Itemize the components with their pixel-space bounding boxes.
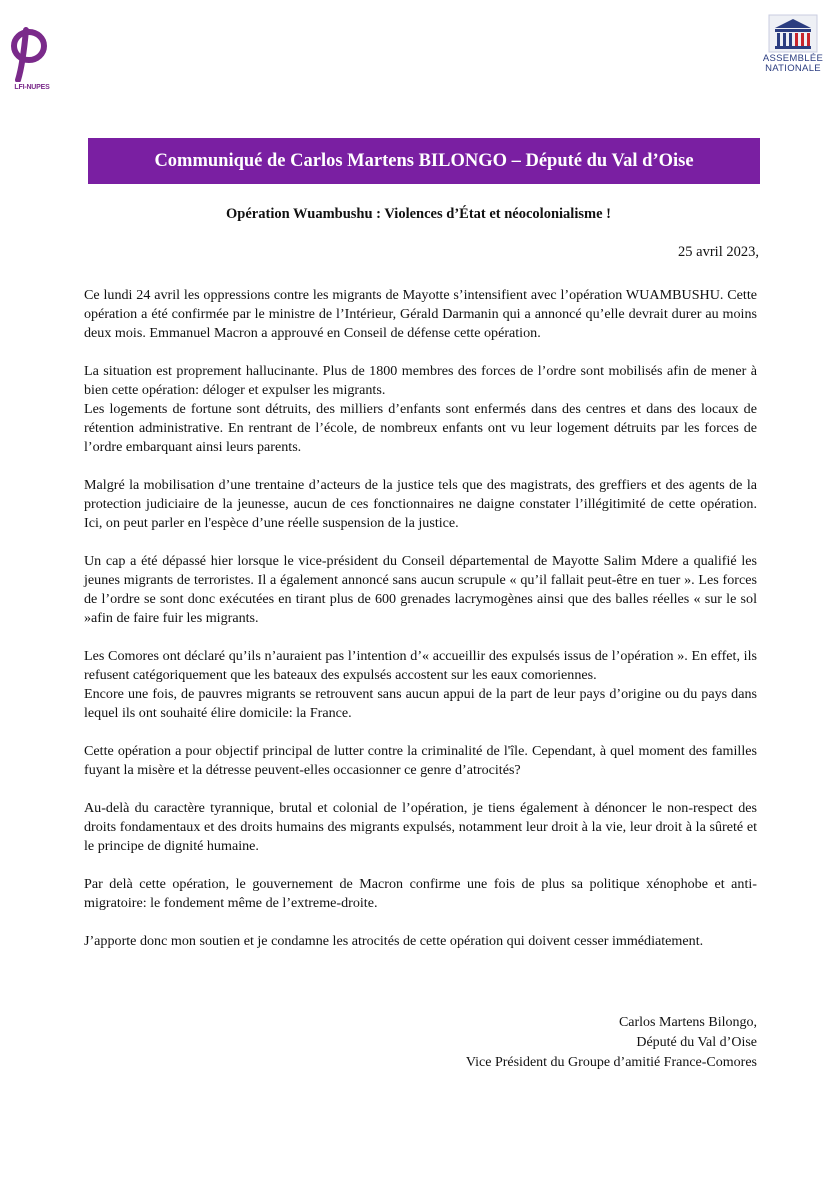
paragraph [84, 799, 757, 856]
signature-title: Vice Président du Groupe d’amitié France-Comores [465, 1055, 757, 1070]
paragraph-text: Les Comores ont déclaré qu’ils n’auraient pas l’intention d’« accueillir des expulsés issus de l’opération ». En effet, ils refusent catégoriquement que les bateaux des expulsés accostent sur les eaux comoriennes. [84, 648, 757, 683]
paragraph-text: Par delà cette opération, le gouvernement de Macron confirme une fois de plus sa politique xénophobe et anti-migratoire: le fondement même de l’extreme-droite. [84, 876, 757, 911]
document-subtitle: Opération Wuambushu : Violences d’État et néocolonialisme ! [226, 206, 611, 222]
document-body [84, 286, 757, 970]
paragraph [84, 286, 757, 343]
signature-block [466, 1013, 757, 1073]
paragraph-text: Encore une fois, de pauvres migrants se retrouvent sans aucun appui de la part de leur pays d’origine ou du pays dans lequel ils ont souhaité élire domicile: la France. [84, 686, 757, 721]
title-banner [88, 138, 760, 184]
phi-logo-icon [4, 22, 56, 82]
document-date: 25 avril 2023, [678, 244, 759, 260]
lfi-nupes-logo [4, 22, 56, 91]
paragraph [84, 476, 757, 533]
paragraph-text: J’apporte donc mon soutien et je condamne les atrocités de cette opération qui doivent cesser immédiatement. [84, 933, 704, 949]
banner-title: Communiqué de Carlos Martens BILONGO – Député du Val d’Oise [154, 150, 694, 171]
paragraph [84, 742, 757, 780]
paragraph [84, 875, 757, 913]
paragraph [84, 647, 757, 723]
signature-role: Député du Val d’Oise [636, 1035, 757, 1050]
assemblee-nationale-logo [757, 14, 829, 80]
paragraph [84, 932, 757, 951]
logo-caption: LFI-NUPES [14, 84, 50, 91]
paragraph-text: Au-delà du caractère tyrannique, brutal et colonial de l’opération, je tiens également à dénoncer le non-respect des droits fondamentaux et des droits humains des migrants expulsés, notamment leur droit à la vie, leur droit à la sûreté et le principe de dignité humaine. [84, 800, 757, 854]
paragraph-text: Les logements de fortune sont détruits, des milliers d’enfants sont enfermés dans des centres et dans des locaux de rétention administrative. En rentrant de l’école, de nombreux enfants ont vu leur logement détruits par les forces de l’ordre embarquant ainsi leurs parents. [84, 401, 757, 455]
paragraph [84, 362, 757, 457]
paragraph-text: La situation est proprement hallucinante. Plus de 1800 membres des forces de l’ordre sont mobilisés afin de mener à bien cette opération: déloger et expulser les migrants. [84, 363, 757, 398]
paragraph-text: Ce lundi 24 avril les oppressions contre les migrants de Mayotte s’intensifient avec l’opération WUAMBUSHU. Cette opération a été confirmée par le ministre de l’Intérieur, Gérald Darmanin qui a annoncé qu’elle devrait durer au moins deux mois. Emmanuel Macron a approuvé en Conseil de défense cette opération. [84, 287, 757, 341]
paragraph-text: Cette opération a pour objectif principal de lutter contre la criminalité de l'île. Cependant, à quel moment des familles fuyant la misère et la détresse peuvent-elles occasionner ce genre d’atrocités? [84, 743, 757, 778]
paragraph-text: Malgré la mobilisation d’une trentaine d’acteurs de la justice tels que des magistrats, des greffiers et des agents de la protection judiciaire de la jeunesse, aucun de ces fonctionnaires ne daigne constater l’illégitimité de cette opération. Ici, on peut parler en l'espèce d’une réelle suspension de la justice. [84, 477, 757, 531]
paragraph-text: Un cap a été dépassé hier lorsque le vice-président du Conseil départemental de Mayotte Salim Mdere a qualifié les jeunes migrants de terroristes. Il a également annoncé sans aucun scrupule « qu’il fallait peut-être en tuer ». Les forces de l’ordre se sont donc exécutées en tirant plus de 600 grenades lacrymogènes ainsi que des balles réelles « sur le sol »afin de faire fuir les migrants. [84, 553, 757, 626]
signature-name: Carlos Martens Bilongo, [618, 1015, 757, 1030]
logo-line-2: NATIONALE [765, 63, 821, 74]
assemblee-nationale-logo-icon [767, 14, 819, 54]
paragraph [84, 552, 757, 628]
logo-line-1: ASSEMBLÉE [762, 53, 824, 64]
